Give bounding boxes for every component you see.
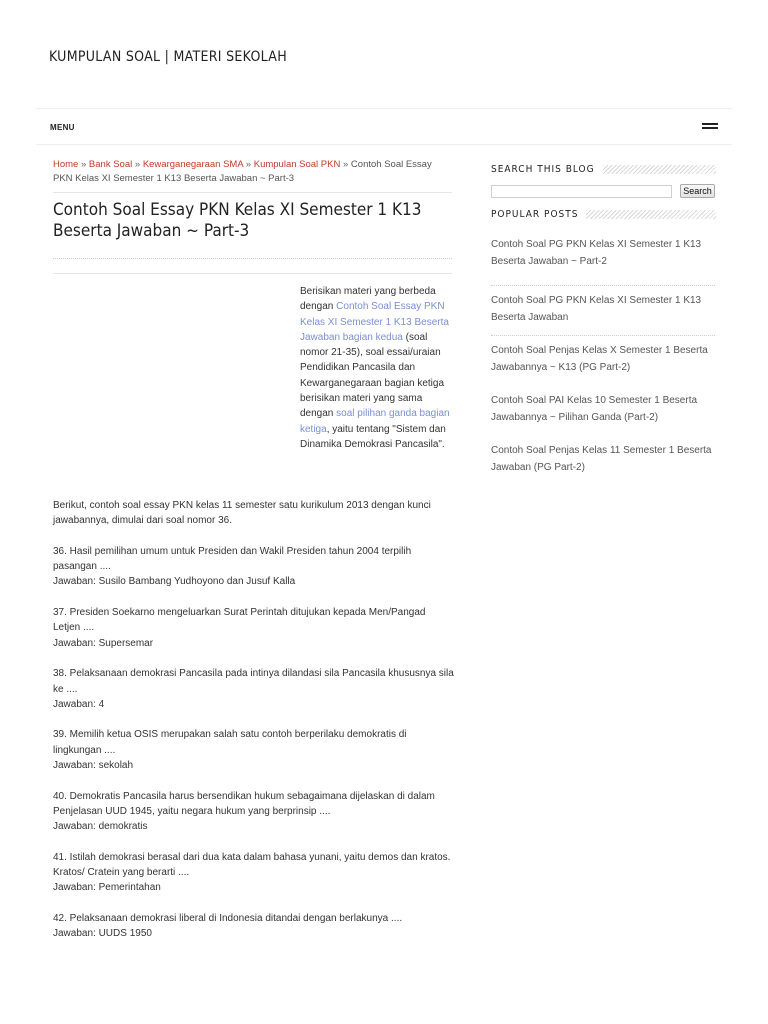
answer-text: Jawaban: UUDS 1950: [53, 928, 152, 940]
question-item: [53, 666, 455, 712]
link-pg-part-3[interactable]: soal pilihan ganda bagian ketiga: [300, 408, 450, 435]
intro-text: Berisikan materi yang berbeda dengan: [300, 286, 436, 313]
breadcrumb-current: Contoh Soal Essay PKN Kelas XI Semester 1 K13 Beserta Jawaban ~ Part-3: [53, 159, 432, 184]
breadcrumb-separator: »: [245, 159, 254, 170]
intro-text: , yaitu tentang "Sistem dan Dinamika Demokrasi Pancasila".: [300, 423, 446, 450]
popular-post-item: [491, 436, 715, 486]
divider: [53, 273, 452, 274]
search-button[interactable]: Search: [680, 184, 715, 198]
answer-text: Jawaban: demokratis: [53, 821, 148, 833]
intro-text: (soal nomor 21-35), soal essai/uraian Pendidikan Pancasila dan Kewarganegaraan bagian ketiga berisikan materi yang sama dengan: [300, 331, 444, 420]
popular-post-link[interactable]: Contoh Soal PG PKN Kelas XI Semester 1 K13 Beserta Jawaban ~ Part-2: [491, 239, 702, 267]
question-text: 41. Istilah demokrasi berasal dari dua kata dalam bahasa yunani, yaitu demos dan kratos. Kratos/ Cratein yang berarti ....: [53, 851, 451, 879]
post-intro: [300, 284, 455, 452]
popular-post-link[interactable]: Contoh Soal PG PKN Kelas XI Semester 1 K13 Beserta Jawaban: [491, 295, 702, 323]
question-text: 38. Pelaksanaan demokrasi Pancasila pada intinya dilandasi sila Pancasila khususnya sila ke ....: [53, 668, 454, 695]
divider: [53, 192, 452, 193]
popular-post-item: [491, 236, 715, 286]
hatch-decoration: [586, 210, 716, 219]
answer-text: Jawaban: sekolah: [53, 760, 134, 772]
menu-label[interactable]: MENU: [50, 123, 75, 132]
question-text: 42. Pelaksanaan demokrasi liberal di Indonesia ditandai dengan berlakunya ....: [53, 913, 403, 925]
search-widget-header: [491, 162, 716, 176]
answer-text: Jawaban: Susilo Bambang Yudhoyono dan Jusuf Kalla: [53, 576, 296, 588]
popular-post-item: [491, 336, 715, 386]
popular-posts-header: [491, 207, 716, 221]
post-title: Contoh Soal Essay PKN Kelas XI Semester 1 K13 Beserta Jawaban ~ Part-3: [53, 200, 422, 241]
search-widget-title: SEARCH THIS BLOG: [491, 163, 595, 175]
popular-posts-title: POPULAR POSTS: [491, 208, 579, 220]
popular-post-link[interactable]: Contoh Soal Penjas Kelas X Semester 1 Beserta Jawabannya ~ K13 (PG Part-2): [491, 345, 708, 373]
question-text: 40. Demokratis Pancasila harus bersendikan hukum sebagaimana dijelaskan di dalam Penjelasan UUD 1945, yaitu negara hukum yang berprinsip ....: [53, 790, 435, 817]
link-essay-part-2[interactable]: Contoh Soal Essay PKN Kelas XI Semester 1 K13 Beserta Jawaban bagian kedua: [300, 301, 449, 343]
popular-post-link[interactable]: Contoh Soal Penjas Kelas 11 Semester 1 Beserta Jawaban (PG Part-2): [491, 445, 712, 473]
question-item: [53, 911, 455, 942]
popular-post-link[interactable]: Contoh Soal PAI Kelas 10 Semester 1 Beserta Jawabannya ~ Pilihan Ganda (Part-2): [491, 395, 698, 423]
breadcrumb-kewarganegaraan[interactable]: Kewarganegaraan SMA: [142, 159, 244, 170]
question-item: [53, 789, 455, 835]
post-body: [53, 498, 455, 957]
question-item: [53, 605, 455, 651]
popular-posts-list: [491, 236, 715, 486]
answer-text: Jawaban: Supersemar: [53, 637, 154, 649]
question-item: [53, 850, 455, 896]
popular-post-item: [491, 286, 715, 336]
answer-text: Jawaban: 4: [53, 698, 105, 710]
breadcrumb: [53, 158, 448, 186]
question-item: [53, 727, 455, 773]
popular-post-item: [491, 386, 715, 436]
hamburger-menu-icon[interactable]: [702, 123, 718, 131]
question-item: [53, 544, 455, 590]
question-text: 37. Presiden Soekarno mengeluarkan Surat Perintah ditujukan kepada Men/Pangad Letjen ....: [53, 607, 426, 634]
answer-text: Jawaban: Pemerintahan: [53, 882, 161, 894]
breadcrumb-separator: »: [134, 159, 143, 170]
lead-paragraph: Berikut, contoh soal essay PKN kelas 11 semester satu kurikulum 2013 dengan kunci jawabannya, dimulai dari soal nomor 36.: [53, 500, 431, 527]
hatch-decoration: [603, 165, 716, 174]
search-input[interactable]: [491, 185, 672, 198]
breadcrumb-home[interactable]: Home: [53, 159, 79, 170]
divider: [53, 258, 452, 259]
breadcrumb-separator: »: [80, 159, 89, 170]
question-text: 39. Memilih ketua OSIS merupakan salah satu contoh berperilaku demokratis di lingkungan ....: [53, 729, 407, 756]
breadcrumb-separator: »: [342, 159, 351, 170]
question-text: 36. Hasil pemilihan umum untuk Presiden dan Wakil Presiden tahun 2004 terpilih pasangan ....: [53, 545, 412, 573]
menu-bar: [36, 110, 732, 145]
header-divider: [36, 108, 732, 109]
breadcrumb-kumpulan-soal-pkn[interactable]: Kumpulan Soal PKN: [253, 159, 341, 170]
breadcrumb-bank-soal[interactable]: Bank Soal: [88, 159, 133, 170]
site-title[interactable]: KUMPULAN SOAL | MATERI SEKOLAH: [49, 49, 287, 65]
